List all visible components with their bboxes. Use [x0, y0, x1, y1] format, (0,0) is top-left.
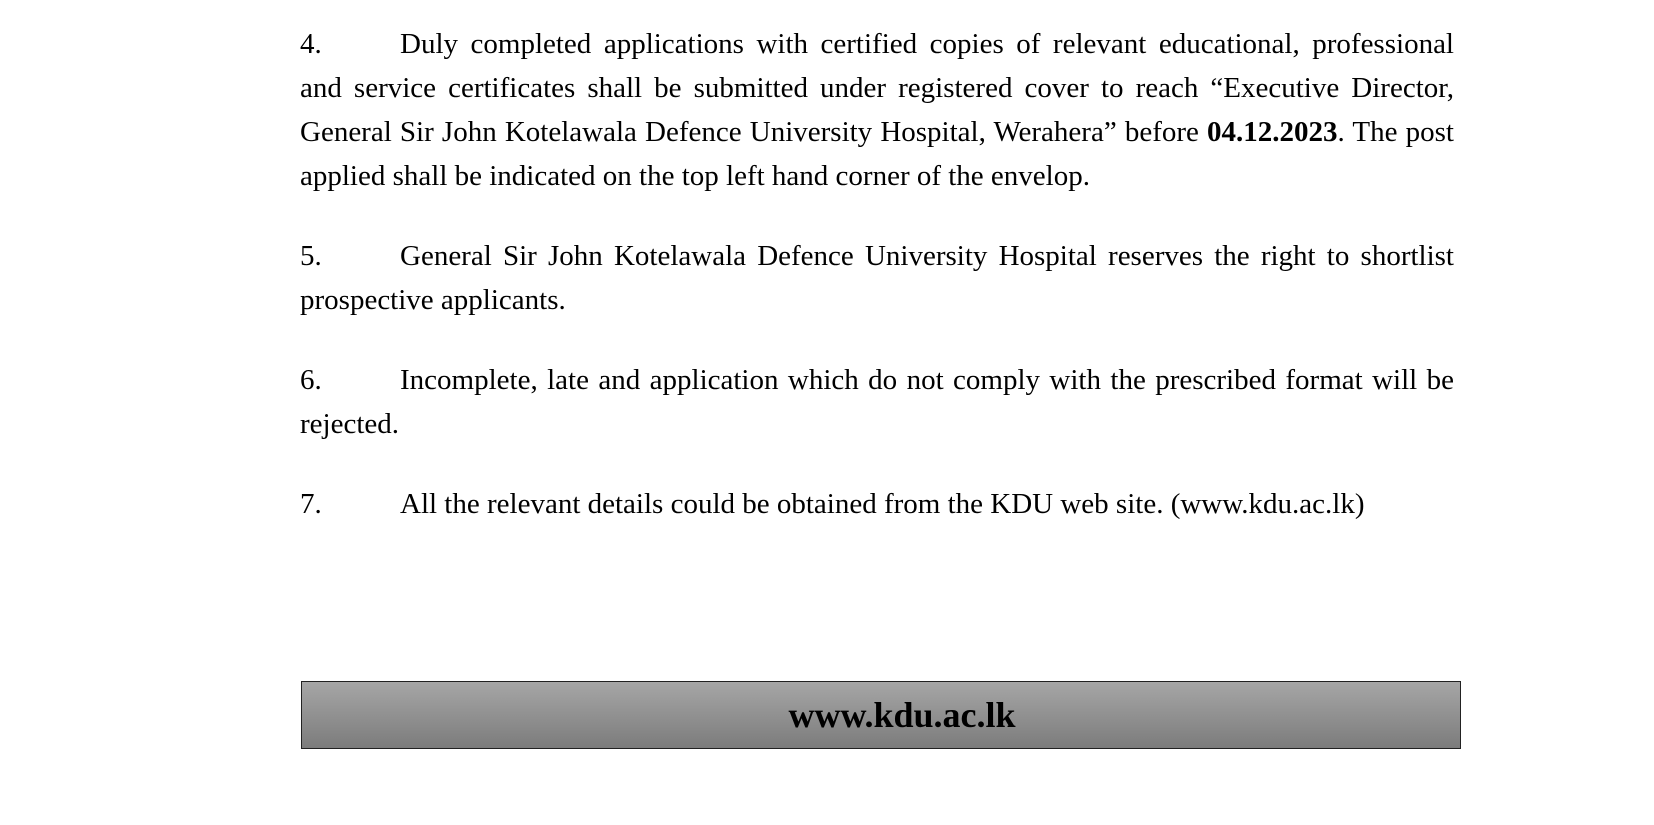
banner-url: www.kdu.ac.lk [788, 695, 1016, 735]
paragraph-number: 7. [300, 488, 322, 520]
paragraph-number: 6. [300, 364, 322, 396]
paragraph-text: Duly completed applications with certified copies of relevant educational, professional and service certificates shall be submitted under registered cover to reach “Executive Director, General Sir John Kotelawala Defence University Hospital, Werahera” before [300, 28, 1454, 148]
paragraph-6 [300, 358, 1454, 446]
paragraph-4 [300, 22, 1454, 198]
document-body [300, 22, 1454, 562]
paragraph-text: . The post applied shall be indicated on the top left hand corner of the envelop. [300, 116, 1454, 192]
paragraph-number: 4. [300, 28, 322, 60]
paragraph-text: Incomplete, late and application which do not comply with the prescribed format will be rejected. [300, 364, 1454, 440]
paragraph-text: All the relevant details could be obtained from the KDU web site. (www.kdu.ac.lk) [400, 488, 1365, 520]
paragraph-5 [300, 234, 1454, 322]
website-banner [301, 681, 1461, 749]
paragraph-number: 5. [300, 240, 322, 272]
paragraph-7 [300, 482, 1454, 526]
paragraph-text: General Sir John Kotelawala Defence University Hospital reserves the right to shortlist prospective applicants. [300, 240, 1454, 316]
deadline-date: 04.12.2023 [1207, 116, 1338, 148]
